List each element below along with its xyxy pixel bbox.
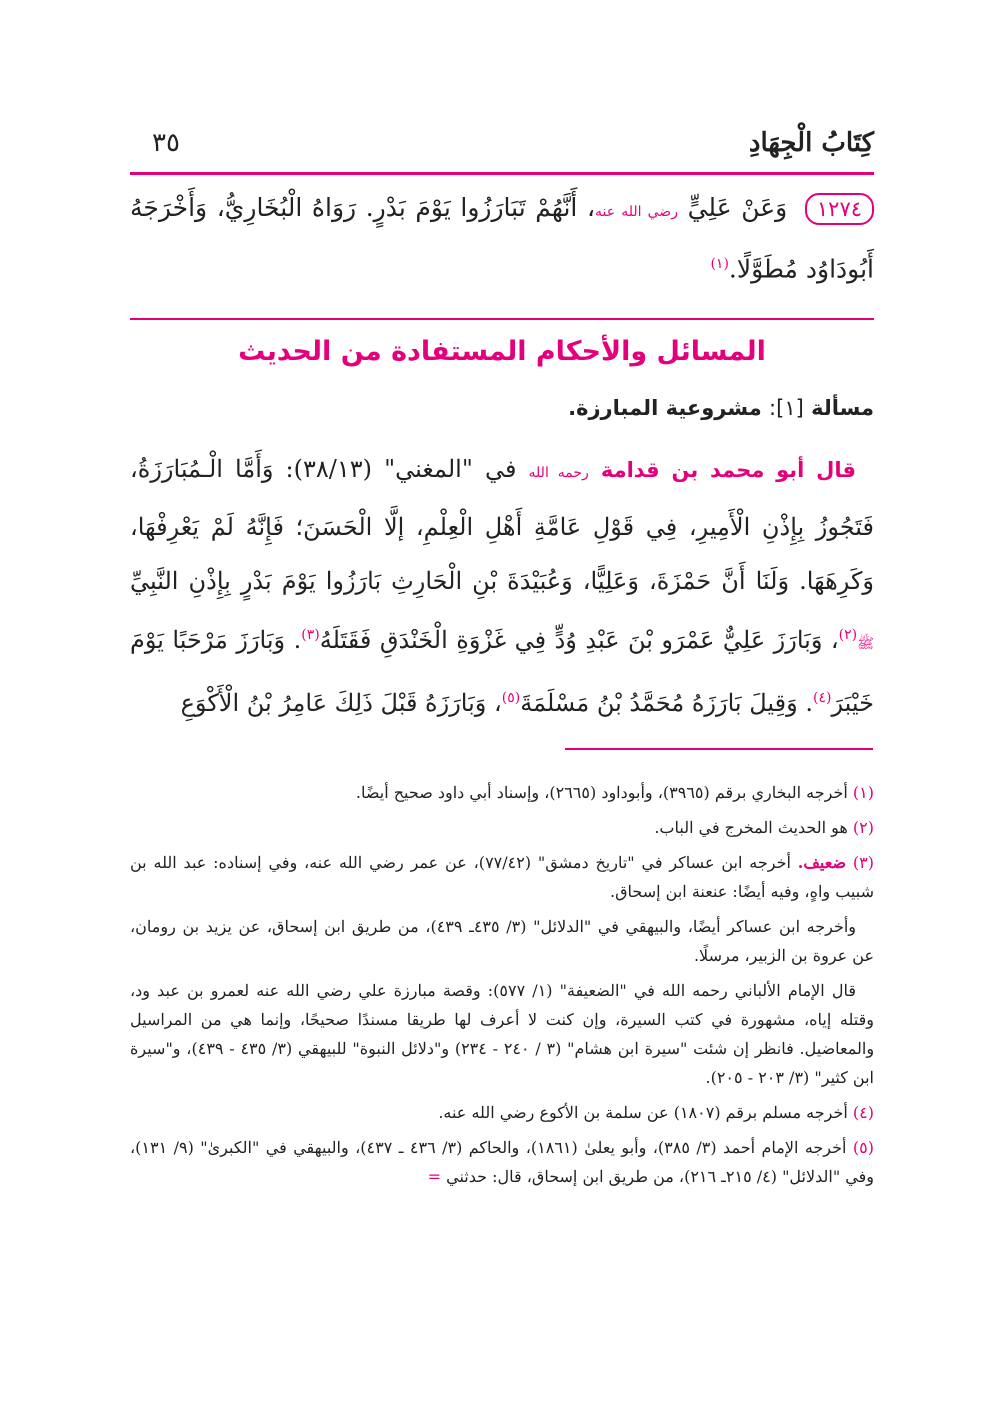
footnote-3-continued bbox=[130, 912, 874, 970]
footnote-text: أخرجه الإمام أحمد (٣/ ٣٨٥)، وأبو يعلىٰ (١٨٦١)، والحاكم (٣/ ٤٣٦ ـ ٤٣٧)، والبيهقي في "الكبرىٰ" (٩/ ١٣١)، وفي "الدلائل" (٤/ ٢١٥ـ ٢١٦)، من طريق ابن إسحاق، قال: حدثني bbox=[130, 1138, 874, 1186]
footnote-number: (٥) bbox=[852, 1138, 874, 1157]
footnote-4 bbox=[130, 1098, 874, 1127]
page-number: ٣٥ bbox=[152, 128, 180, 158]
footnote-number: (٢) bbox=[852, 818, 874, 837]
hadith-text-a: وَعَنْ عَلِيٍّ bbox=[687, 193, 788, 222]
author-honorific: رحمه الله bbox=[528, 465, 589, 481]
section-title: المسائل والأحكام المستفادة من الحديث bbox=[238, 336, 766, 367]
running-header bbox=[130, 128, 874, 168]
body-paragraph bbox=[130, 442, 874, 730]
body-text-2: ، وَبَارَزَ عَلِيٌّ عَمْرَو بْنَ عَبْدِ وُدٍّ فِي غَزْوَةِ الْخَنْدَقِ فَقَتَلَهُ bbox=[319, 626, 839, 654]
masala-heading bbox=[568, 396, 874, 420]
footnote-ref[interactable]: (٣) bbox=[301, 627, 320, 643]
footnote-text: هو الحديث المخرج في الباب. bbox=[654, 818, 848, 837]
section-divider bbox=[130, 318, 874, 320]
footnote-ref[interactable]: (٤) bbox=[812, 690, 832, 706]
body-text-1: في "المغني" (٣٨/١٣): وَأَمَّا الْـمُبَارَزَةُ، فَتَجُوزُ بِإِذْنِ الْأَمِيرِ، فِي قَوْلِ عَامَّةِ أَهْلِ الْعِلْمِ، إلَّا الْحَسَنَ؛ فَإِنَّهُ لَمْ يَعْرِفْهَا، وَكَرِهَهَا. وَلَنَا أَنَّ حَمْزَةَ، وَعَلِيًّا، وَعُبَيْدَةَ بْنِ الْحَارِثِ بَارَزُوا يَوْمَ بَدْرٍ بِإِذْنِ النَّبِيِّ bbox=[130, 455, 874, 595]
footnote-number: (١) bbox=[852, 783, 874, 802]
hadith-number-badge: ١٢٧٤ bbox=[805, 193, 874, 225]
footnote-1 bbox=[130, 778, 874, 807]
footnote-2 bbox=[130, 813, 874, 842]
footnote-ref[interactable]: (١) bbox=[710, 256, 729, 272]
footnotes bbox=[130, 778, 874, 1197]
footnote-text: وأخرجه ابن عساكر أيضًا، والبيهقي في "الدلائل" (٣/ ٤٣٥ـ ٤٣٩)، من طريق ابن إسحاق، عن يزيد بن رومان، عن عروة بن الزبير، مرسلًا. bbox=[130, 917, 874, 965]
author-name: قال أبو محمد بن قدامة bbox=[600, 458, 856, 482]
grading-label: ضعيف. bbox=[797, 853, 847, 872]
footnote-3-quote bbox=[130, 976, 874, 1092]
footnote-5 bbox=[130, 1133, 874, 1191]
footnote-ref[interactable]: (٢) bbox=[838, 627, 858, 643]
header-divider bbox=[130, 172, 874, 175]
footnote-text: قال الإمام الألباني رحمه الله في "الضعيفة" (١/ ٥٧٧): وقصة مبارزة علي رضي الله عنه لعمرو بن عبد ود، وقتله إياه، مشهورة في كتب السيرة، وإن كنت لا أعرف لها طريقا مسندًا صحيحًا، وإنما هي من المراسيل والمعاضيل. فانظر إن شئت "سيرة ابن هشام" (٣ / ٢٤٠ - ٢٣٤) و"دلائل النبوة" للبيهقي (٣/ ٤٣٥ - ٤٣٩)، و"سيرة ابن كثير" (٣/ ٢٠٣ - ٢٠٥). bbox=[130, 981, 875, 1087]
footnote-text: أخرجه ابن عساكر في "تاريخ دمشق" (٧٧/٤٢)، عن عمر رضي الله عنه، وفي إسناده: عبد الله بن شبيب واهٍ، وفيه أيضًا: عنعنة ابن إسحاق. bbox=[130, 853, 874, 901]
footnote-text: أخرجه البخاري برقم (٣٩٦٥)، وأبوداود (٢٦٦٥)، وإسناد أبي داود صحيح أيضًا. bbox=[355, 783, 848, 802]
footnote-text: أخرجه مسلم برقم (١٨٠٧) عن سلمة بن الأكوع رضي الله عنه. bbox=[438, 1103, 848, 1122]
footnote-ref[interactable]: (٥) bbox=[501, 690, 521, 706]
masala-title: مشروعية المبارزة. bbox=[568, 396, 762, 420]
body-text-3: . وَبَارَزَ مَرْحَبًا يَوْمَ خَيْبَرَ bbox=[130, 626, 874, 717]
footnote-3 bbox=[130, 848, 874, 906]
prophet-honorific: ﷺ bbox=[857, 636, 875, 652]
continuation-mark: = bbox=[427, 1167, 442, 1186]
hadith-block bbox=[130, 182, 874, 295]
book-title: كِتَابُ الْجِهَادِ bbox=[748, 128, 874, 158]
body-text-4: . وَقِيلَ بَارَزَهُ مُحَمَّدُ بْنُ مَسْلَمَةَ bbox=[520, 689, 813, 717]
masala-label: مسألة bbox=[811, 396, 874, 420]
body-text-5: ، وَبَارَزَهُ قَبْلَ ذَلِكَ عَامِرُ بْنُ الْأَكْوَعِ bbox=[180, 689, 502, 717]
hadith-text-b: ، أَنَّهُمْ تَبَارَزُوا يَوْمَ بَدْرٍ. رَوَاهُ الْبُخَارِيُّ، وَأَخْرَجَهُ أَبُودَاوُد مُطَوَّلًا. bbox=[130, 193, 874, 284]
masala-number: [١]: bbox=[769, 396, 804, 420]
honorific: رضي الله عنه bbox=[595, 204, 678, 220]
footnote-number: (٤) bbox=[852, 1103, 874, 1122]
footnote-number: (٣) bbox=[852, 853, 874, 872]
footnote-divider bbox=[565, 748, 873, 750]
